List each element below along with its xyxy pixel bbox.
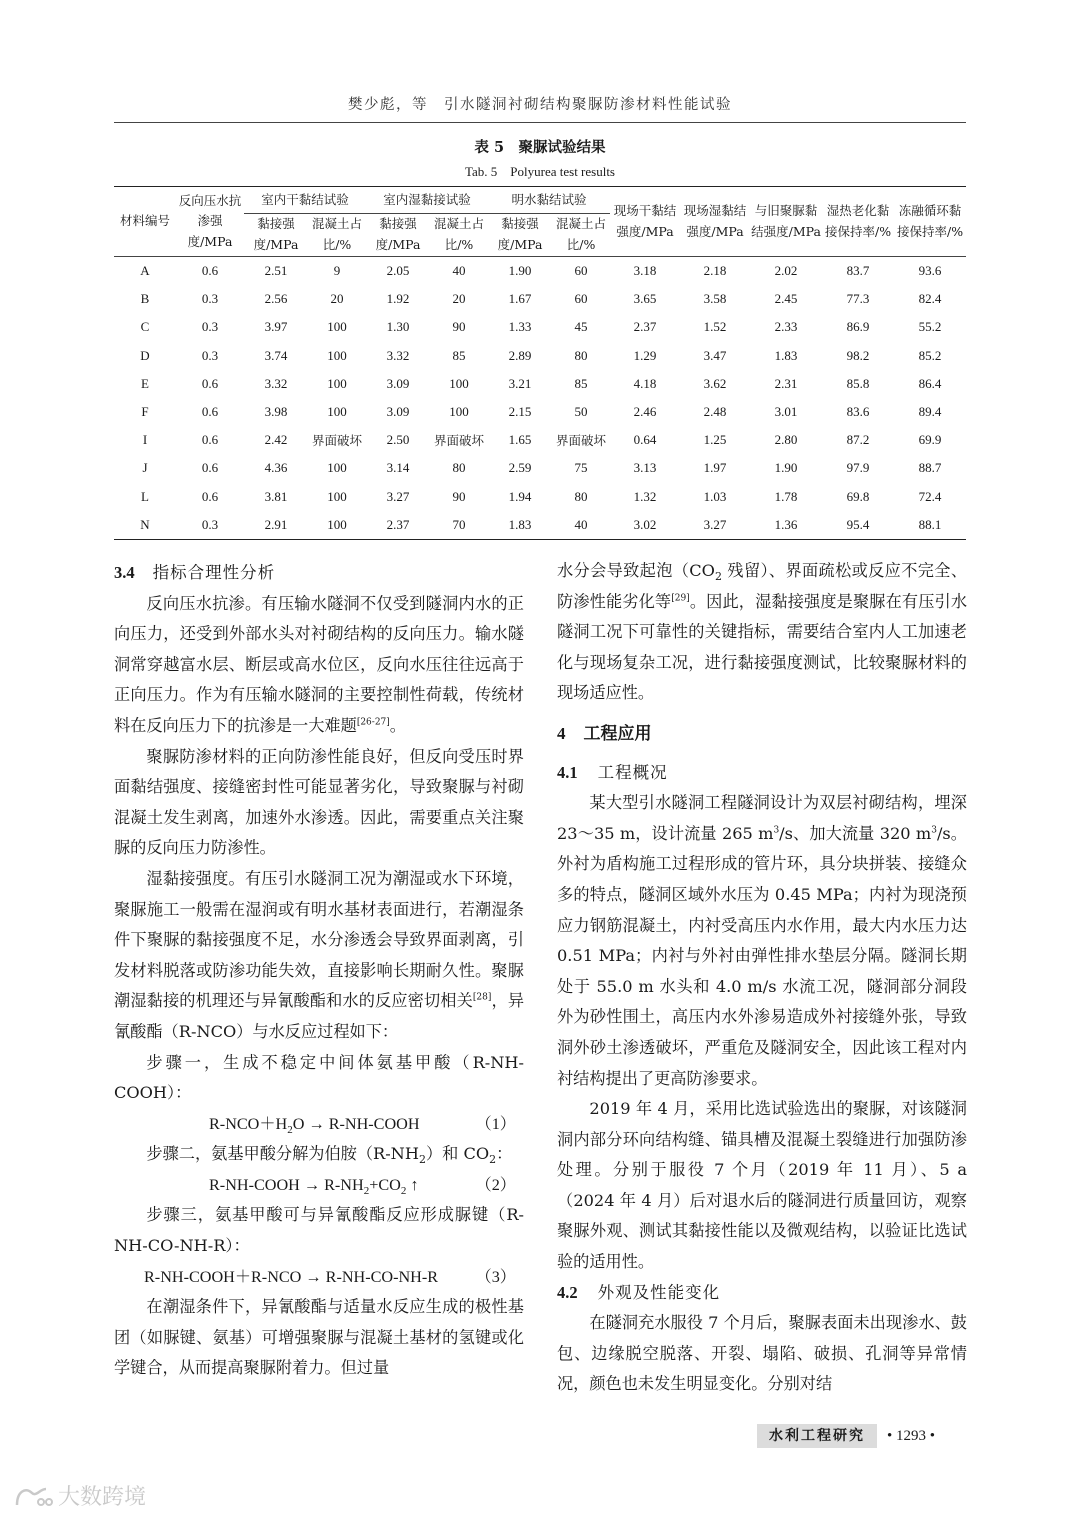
table-cell: 100: [327, 375, 347, 391]
table-cell: 1.36: [750, 511, 822, 540]
table-cell: 界面破坏: [312, 433, 363, 449]
table-cell: I: [142, 432, 148, 448]
table-cell: 1.33: [508, 319, 532, 335]
table-cell: 1.25: [703, 432, 727, 448]
table-cell: 0.6: [201, 460, 219, 476]
table-cell: 50: [574, 404, 588, 420]
th-concrete-ratio: 混凝土占比/%: [308, 214, 366, 257]
table-cell: 100: [327, 488, 347, 504]
table-cell: 2.31: [774, 375, 798, 391]
table-cell: 0.3: [176, 511, 244, 540]
table-cell: 2.42: [264, 432, 288, 448]
table-cell: 3.27: [386, 488, 410, 504]
table-cell: 100: [327, 319, 347, 335]
th-indoor-dry: 室内干黏结试验: [244, 187, 366, 214]
table-row: [114, 483, 966, 511]
table-cell: 2.48: [703, 404, 727, 420]
table-cell: 2.15: [508, 404, 532, 420]
table-cell: 界面破坏: [434, 433, 485, 449]
table-cell: 1.65: [508, 432, 532, 448]
table-cell: 1.29: [633, 347, 657, 363]
table-cell: 0.6: [201, 432, 219, 448]
paragraph: 反向压水抗渗。有压输水隧洞不仅受到隧洞内水的正向压力，还受到外部水头对衬砌结构的反向压力。输水隧洞常穿越富水层、断层或高水位区，反向水压往往远高于正向压力。作为有压输水隧洞的主要控制性荷载，传统材料在反向压力下的抗渗是一大难题[26-27]。: [114, 593, 524, 735]
table-cell: 2.37: [633, 319, 657, 335]
table-cell: 0.3: [201, 291, 219, 307]
table-cell: 3.62: [703, 375, 727, 391]
th-indoor-wet: 室内湿黏接试验: [366, 187, 488, 214]
table-cell: 3.74: [264, 347, 288, 363]
table-cell: 95.4: [822, 511, 894, 540]
table-cell: 100: [327, 460, 347, 476]
table-cell: F: [141, 404, 149, 420]
table-cell: 85.2: [918, 347, 942, 363]
table-cell: 2.33: [774, 319, 798, 335]
paragraph: 某大型引水隧洞工程隧洞设计为双层衬砌结构，埋深 23～35 m，设计流量 265 $m^3/s$、加大流量 320 $m^3/s$。外衬为盾构施工过程形成的管片环，具分块拼装、接缝众多的特点，隧洞区域外水压为 0.45 MPa；内衬为现浇预应力钢筋混凝土，内衬受高压内水作用，最大内水压力达 0.51 MPa；内衬与外衬由弹性排水垫层分隔。隧洞长期处于 55.0 m 水头和 4.0 m/s 水流工况，隧洞部分洞段外为砂性围土，高压内水外渗易造成外衬接缝外张，导致洞外砂土渗透破坏，严重危及隧洞安全，因此该工程对内衬结构提出了更高防渗要求。: [557, 793, 967, 1088]
equation-2: R-NH-COOH → $R-NH_2+CO_2$ ↑ （2）: [114, 1170, 524, 1201]
table-cell: 3.09: [386, 404, 410, 420]
equation-1: $R-NCO+H_2O$ → R-NH-COOH （1）: [114, 1109, 524, 1140]
citation: [28]: [472, 992, 492, 1003]
table-row: [114, 370, 966, 398]
table-cell: 2.02: [774, 263, 798, 279]
section-4-heading: [557, 719, 967, 750]
page-number: • 1293 •: [887, 1428, 936, 1444]
paragraph: 步骤一，生成不稳定中间体氨基甲酸（R-NH-COOH）：: [114, 1052, 524, 1103]
table-cell: 2.89: [508, 347, 532, 363]
table-cell: 3.98: [264, 404, 288, 420]
table-cell: 1.83: [774, 347, 798, 363]
logo-icon: [14, 1483, 54, 1509]
table-cell: 2.45: [774, 291, 798, 307]
table-cell: B: [140, 291, 150, 307]
paragraph: 步骤三，氨基甲酸可与异氰酸酯反应形成脲键（R-NH-CO-NH-R）：: [114, 1205, 524, 1256]
table-cell: 20: [330, 291, 344, 307]
section-title: 工程应用: [583, 723, 652, 744]
table-cell: 97.9: [846, 460, 870, 476]
section-number: 4.1: [557, 762, 578, 782]
table-cell: 界面破坏: [556, 433, 607, 449]
results-table: [114, 186, 966, 540]
table-cell: 100: [449, 375, 469, 391]
equation-number: （3）: [475, 1267, 516, 1286]
table-cell: 60: [574, 291, 588, 307]
table-cell: 1.03: [703, 488, 727, 504]
table-cell: 1.78: [774, 488, 798, 504]
equation-number: （2）: [475, 1175, 516, 1194]
th-old-polyurea: 与旧聚脲黏结强度/MPa: [750, 187, 822, 257]
equation-3: R-NH-COOH＋R-NCO → R-NH-CO-NH-R （3）: [114, 1262, 524, 1293]
table-cell: 85: [452, 347, 466, 363]
table-cell: 40: [452, 263, 466, 279]
table-cell: 3.97: [264, 319, 288, 335]
paragraph: 聚脲防渗材料的正向防渗性能良好，但反向受压时界面黏结强度、接缝密封性可能显著劣化，导致聚脲与衬砌混凝土发生剥离，加速外水渗透。因此，需要重点关注聚脲的反向压力防渗性。: [114, 746, 524, 858]
th-concrete-ratio: 混凝土占比/%: [552, 214, 610, 257]
results-table-wrap: [114, 186, 966, 540]
paragraph: 步骤二，氨基甲酸分解为伯胺$(R-NH_2)$和 $CO_2$：: [146, 1144, 513, 1167]
left-column: [114, 556, 524, 1384]
table-cell: 0.3: [201, 347, 219, 363]
th-reverse-pressure: 反向压水抗渗强度/MPa: [176, 187, 244, 257]
table-row: [114, 454, 966, 482]
table-cell: E: [141, 375, 149, 391]
table-cell: 72.4: [918, 488, 942, 504]
th-bond-strength: 黏接强度/MPa: [488, 214, 552, 257]
table-cell: 93.6: [918, 263, 942, 279]
table-cell: 83.7: [846, 263, 870, 279]
table-cell: 1.30: [386, 319, 410, 335]
journal-name-badge: 水利工程研究: [757, 1424, 877, 1448]
table-cell: 77.3: [846, 291, 870, 307]
th-field-wet: 现场湿黏结强度/MPa: [680, 187, 750, 257]
table-cell: 0.6: [201, 404, 219, 420]
table-cell: 0.6: [201, 375, 219, 391]
table-cell: 3.32: [386, 347, 410, 363]
table-cell: 89.4: [918, 404, 942, 420]
table-cell: 2.37: [366, 511, 430, 540]
table-cell: 70: [430, 511, 488, 540]
table-cell: 3.21: [508, 375, 532, 391]
table-row: [114, 313, 966, 341]
table-cell: J: [142, 460, 148, 476]
table-cell: 98.2: [846, 347, 870, 363]
section-title: 指标合理性分析: [152, 563, 276, 582]
table-cell: 3.65: [633, 291, 657, 307]
table-cell: 90: [452, 488, 466, 504]
table-title-en: Tab. 5 Polyurea test results: [464, 164, 615, 179]
table-cell: 2.91: [244, 511, 308, 540]
section-number: 3.4: [114, 563, 135, 582]
table-cell: 40: [552, 511, 610, 540]
section-4-2-heading: [557, 1278, 967, 1309]
table-cell: 86.4: [918, 375, 942, 391]
table-cell: 69.9: [918, 432, 942, 448]
paragraph: 水分会导致起泡（$CO_2$ 残留）、界面疏松或反应不完全、防渗性能劣化等[29]。因此，湿黏接强度是聚脲在有压引水隧洞工况下可靠性的关键指标，需要结合室内人工加速老化与现场复杂工况，进行黏接强度测试，比较聚脲材料的现场适应性。: [557, 561, 968, 703]
citation: [26-27]: [356, 717, 390, 728]
table-cell: 80: [452, 460, 466, 476]
table-cell: 100: [308, 511, 366, 540]
table-row: [114, 342, 966, 370]
table-row: [114, 285, 966, 313]
section-4-1-heading: [557, 758, 967, 789]
table-cell: 100: [327, 404, 347, 420]
table-cell: 100: [449, 404, 469, 420]
table-cell: 0.64: [633, 432, 657, 448]
table-cell: 1.90: [774, 460, 798, 476]
table-cell: 80: [574, 488, 588, 504]
table-cell: 88.7: [918, 460, 942, 476]
table-cell: 87.2: [846, 432, 870, 448]
table-cell: 3.09: [386, 375, 410, 391]
table-cell: 3.02: [610, 511, 680, 540]
table-cell: 2.51: [264, 263, 288, 279]
table-cell: 55.2: [918, 319, 942, 335]
running-title: 樊少彪，等 引水隧洞衬砌结构聚脲防渗材料性能试验: [348, 97, 732, 113]
table-cell: 69.8: [846, 488, 870, 504]
table-row: [114, 257, 966, 286]
paragraph: 在潮湿条件下，异氰酸酯与适量水反应生成的极性基团（如脲键、氨基）可增强聚脲与混凝土基材的氢键或化学键合，从而提高聚脲附着力。但过量: [114, 1297, 524, 1378]
table-cell: 3.13: [633, 460, 657, 476]
table-cell: 2.56: [264, 291, 288, 307]
table-cell: 85.8: [846, 375, 870, 391]
table-cell: 3.27: [680, 511, 750, 540]
table-cell: 1.32: [633, 488, 657, 504]
table-cell: 1.67: [508, 291, 532, 307]
table-cell: 3.58: [703, 291, 727, 307]
th-field-dry: 现场干黏结强度/MPa: [610, 187, 680, 257]
table-cell: 1.97: [703, 460, 727, 476]
table-cell: 1.90: [508, 263, 532, 279]
paragraph: 2019 年 4 月，采用比选试验选出的聚脲，对该隧洞洞内部分环向结构缝、锚具槽及混凝土裂缝进行加强防渗处理。分别于服役 7 个月（2019 年 11 月）、5 a（2024 年 4 月）后对退水后的隧洞进行质量回访，观察聚脲外观、测试其黏接性能以及微观结构，以验证比选试验的适用性。: [557, 1099, 967, 1272]
table-cell: 86.9: [846, 319, 870, 335]
th-material-id: 材料编号: [114, 187, 176, 257]
table-cell: 2.50: [386, 432, 410, 448]
table-cell: 80: [574, 347, 588, 363]
table-cell: 9: [333, 263, 341, 279]
table-cell: 83.6: [846, 404, 870, 420]
table-cell: 60: [574, 263, 588, 279]
table-cell: 2.46: [633, 404, 657, 420]
section-title: 外观及性能变化: [597, 1282, 721, 1302]
table-cell: N: [114, 511, 176, 540]
table-cell: 4.18: [633, 375, 657, 391]
section-title: 工程概况: [597, 762, 668, 782]
header-rule: [114, 122, 966, 123]
table-cell: 1.83: [488, 511, 552, 540]
table-cell: 75: [574, 460, 588, 476]
table-cell: 1.52: [703, 319, 727, 335]
table-row: [114, 426, 966, 454]
citation: [29]: [671, 593, 690, 604]
table-cell: 20: [452, 291, 466, 307]
section-number: 4.2: [557, 1282, 578, 1302]
table-cell: 2.18: [703, 263, 727, 279]
table-cell: 88.1: [894, 511, 966, 540]
watermark-text: 大数跨境: [58, 1485, 147, 1510]
th-concrete-ratio: 混凝土占比/%: [430, 214, 488, 257]
section-3-4-heading: [114, 558, 524, 589]
th-open-water: 明水黏结试验: [488, 187, 610, 214]
table-cell: 100: [327, 347, 347, 363]
table-cell: 2.59: [508, 460, 532, 476]
table-cell: 2.80: [774, 432, 798, 448]
table-row: [114, 511, 966, 540]
table-cell: 82.4: [918, 291, 942, 307]
table-title: 表 5 聚脲试验结果: [474, 139, 606, 156]
table-cell: 3.18: [633, 263, 657, 279]
paragraph: 湿黏接强度。有压引水隧洞工况为潮湿或水下环境，聚脲施工一般需在湿润或有明水基材表面进行，若潮湿条件下聚脲的黏接强度不足，水分渗透会导致界面剥离，引发材料脱落或防渗功能失效，直接影响长期耐久性。聚脲潮湿黏接的机理还与异氰酸酯和水的反应密切相关[28]，异氰酸酯（R-NCO）与水反应过程如下：: [114, 868, 525, 1041]
table-cell: 45: [574, 319, 588, 335]
table-cell: 2.05: [386, 263, 410, 279]
table-body: [114, 257, 966, 540]
th-bond-strength: 黏接强度/MPa: [244, 214, 308, 257]
table-cell: 90: [452, 319, 466, 335]
right-column: [557, 556, 967, 1400]
watermark: [14, 1480, 146, 1511]
table-cell: D: [140, 347, 150, 363]
table-cell: 1.92: [386, 291, 410, 307]
table-cell: C: [140, 319, 150, 335]
table-cell: 3.01: [774, 404, 798, 420]
table-cell: 1.94: [508, 488, 532, 504]
table-cell: 85: [574, 375, 588, 391]
section-number: 4: [557, 723, 566, 743]
table-cell: 3.47: [703, 347, 727, 363]
th-aging: 湿热老化黏接保持率/%: [822, 187, 894, 257]
table-cell: 4.36: [264, 460, 288, 476]
table-cell: 0.6: [201, 263, 219, 279]
table-cell: 0.6: [201, 488, 219, 504]
table-cell: 3.14: [386, 460, 410, 476]
table-cell: 0.3: [201, 319, 219, 335]
th-freeze-thaw: 冻融循环黏接保持率/%: [894, 187, 966, 257]
table-cell: 3.32: [264, 375, 288, 391]
table-cell: L: [141, 488, 149, 504]
table-cell: A: [140, 263, 150, 279]
th-bond-strength: 黏接强度/MPa: [366, 214, 430, 257]
table-cell: 3.81: [264, 488, 288, 504]
table-row: [114, 398, 966, 426]
paragraph: 在隧洞充水服役 7 个月后，聚脲表面未出现渗水、鼓包、边缘脱空脱落、开裂、塌陷、破损、孔洞等异常情况，颜色也未发生明显变化。分别对结: [557, 1313, 967, 1394]
equation-number: （1）: [475, 1114, 516, 1133]
